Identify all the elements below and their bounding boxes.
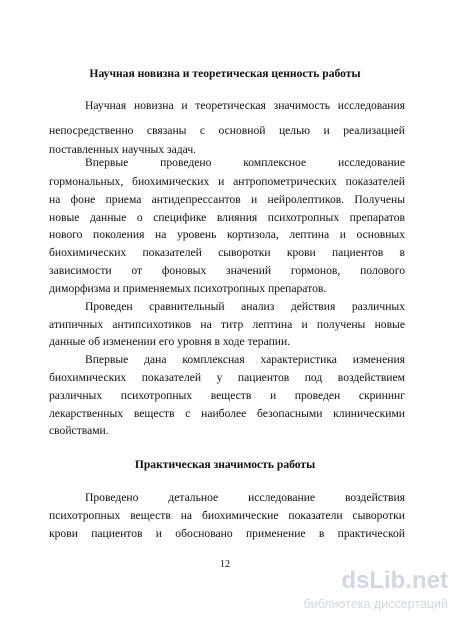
section-heading-novelty: Научная новизна и теоретическая ценность работы [89,67,361,80]
page-number: 12 [220,559,230,570]
paragraph-line: крови пациентов и обосновано применение в практической [49,527,405,540]
paragraph-line: Проведен сравнительный анализ действия различных [85,300,405,313]
paragraph-line: диморфизма и применяемых психотропных препаратов. [49,282,327,295]
watermark-logo [276,568,448,616]
paragraph-line: поставленных научных задач. [49,143,197,156]
paragraph-line: Научная новизна и теоретическая значимость исследования [85,99,405,112]
paragraph-line: гормональных, биохимических и антропометрических показателей [49,175,405,188]
paragraph-line: новые данные о специфике влияния психотропных препаратов [49,211,405,224]
paragraph-line: данные об изменении его уровня в ходе терапии. [49,335,291,348]
paragraph-line: психотропных веществ на биохимические показатели сыворотки [49,509,405,522]
paragraph-line: атипичных антипсихотиков на титр лептина и получены новые [49,318,405,331]
paragraph-line: различных психотропных веществ и проведен скрининг [49,389,405,402]
paragraph-line: Впервые проведено комплексное исследование [85,156,405,169]
paragraph-line: свойствами. [49,424,109,437]
section-heading-practical: Практическая значимость работы [134,458,316,471]
paragraph-line: зависимости от фоновых значений гормонов, полового [49,264,405,277]
paragraph-line: на фоне приема антидепрессантов и нейролептиков. Получены [49,193,405,206]
paragraph-line: нового поколения на уровень кортизола, лептина и основных [49,228,405,241]
paragraph-line: биохимических показателей у пациентов под воздействием [49,371,405,384]
paragraph-line: Впервые дана комплексная характеристика изменения [85,353,405,366]
paragraph-line: непосредственно связаны с основной целью и реализацией [49,124,405,137]
watermark-title: dsLib.net [341,567,448,594]
paragraph-line: биохимических показателей сыворотки крови пациентов в [49,246,405,259]
paragraph-line: Проведено детальное исследование воздействия [85,491,405,504]
watermark-subtitle: библиотека диссертаций [303,597,448,611]
paragraph-line: лекарственных веществ с наиболее безопасными клиническими [49,407,405,420]
